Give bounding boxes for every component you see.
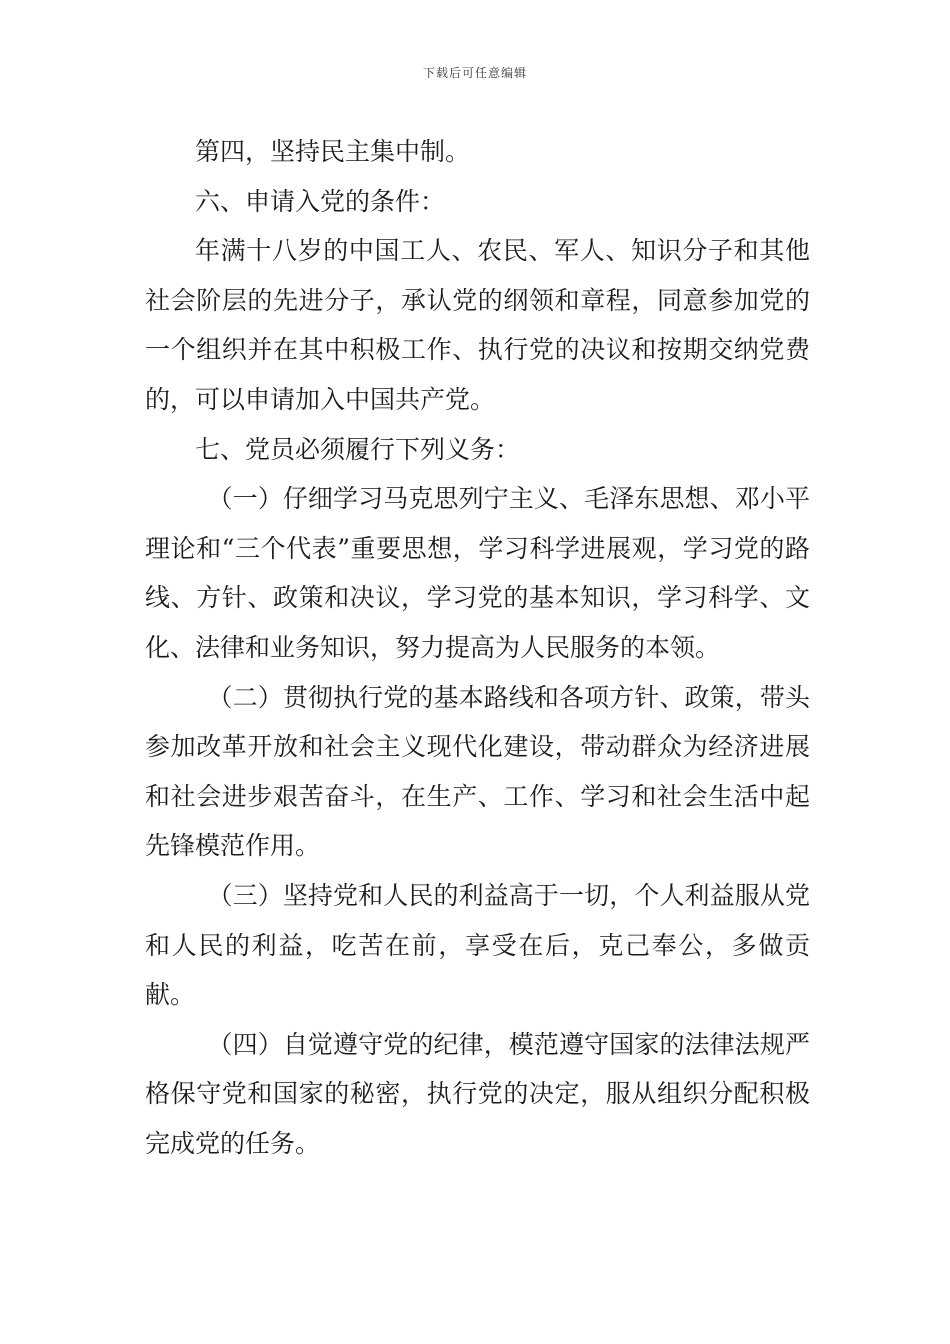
paragraph-duty-two: （二）贯彻执行党的基本路线和各项方针、政策，带头参加改革开放和社会主义现代化建设，带动群众为经济进展和社会进步艰苦奋斗，在生产、工作、学习和社会生活中起先锋模范作用。 [145,682,810,861]
document-body [145,127,810,1168]
paragraph-duty-three: （三）坚持党和人民的利益高于一切，个人利益服从党和人民的利益，吃苦在前，享受在后，克己奉公，多做贡献。 [145,880,810,1010]
paragraph-duty-one: （一）仔细学习马克思列宁主义、毛泽东思想、邓小平理论和“三个代表”重要思想，学习科学进展观，学习党的路线、方针、政策和决议，学习党的基本知识，学习科学、文化、法律和业务知识，努力提高为人民服务的本领。 [145,484,810,662]
paragraph-duty-four: （四）自觉遵守党的纪律，模范遵守国家的法律法规严格保守党和国家的秘密，执行党的决定，服从组织分配积极完成党的任务。 [145,1029,810,1158]
paragraph-membership-conditions: 年满十八岁的中国工人、农民、军人、知识分子和其他社会阶层的先进分子，承认党的纲领和章程，同意参加党的一个组织并在其中积极工作、执行党的决议和按期交纳党费的，可以申请加入中国共产党。 [145,236,810,414]
paragraph-principle-four: 第四，坚持民主集中制。 [195,137,471,166]
heading-section-seven: 七、党员必须履行下列义务： [195,434,521,464]
page-header: 下载后可任意编辑 [422,66,527,80]
heading-section-six: 六、申请入党的条件： [195,186,446,216]
